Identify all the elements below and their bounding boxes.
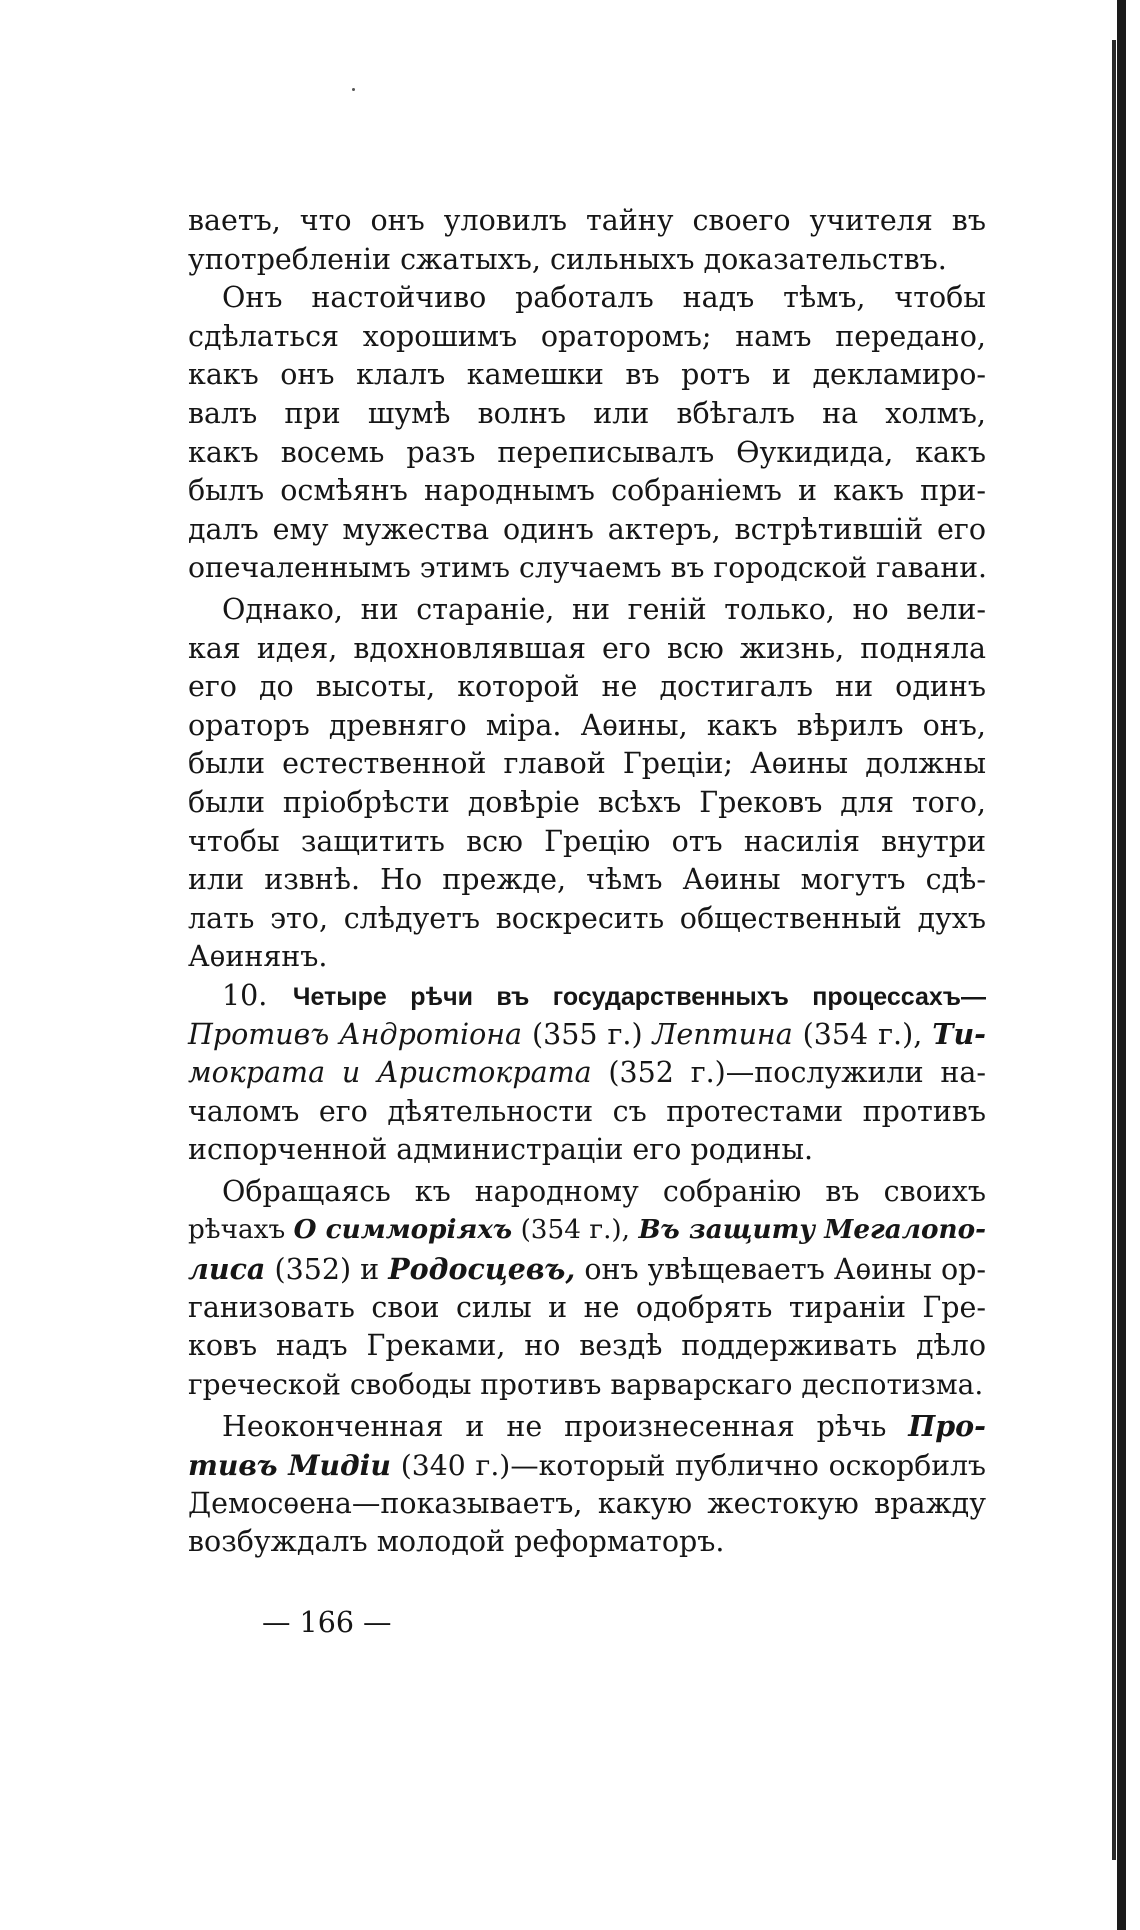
text-line <box>188 1015 986 1054</box>
text-fragment: (352 г.)—послужили на- <box>608 1056 987 1090</box>
speech-title: мократа и Аристократа <box>188 1056 592 1090</box>
section-title: Четыре рѣчи въ государственныхъ процессахъ— <box>292 982 987 1011</box>
section-heading <box>188 977 986 1016</box>
date: (355 г.) <box>532 1018 643 1052</box>
page-text <box>188 202 986 1562</box>
text-line: сдѣлаться хорошимъ ораторомъ; намъ передано, <box>188 319 986 353</box>
text-line: были естественной главой Греціи; Аѳины должны <box>188 747 986 781</box>
text-line: ганизовать свои силы и не одобрять тираніи Гре- <box>188 1290 986 1324</box>
text-line: далъ ему мужества одинъ актеръ, встрѣтившій его <box>188 512 986 546</box>
text-line: Однако, ни стараніе, ни геній только, но вели- <box>222 592 986 626</box>
speech-title: Ти- <box>932 1017 987 1052</box>
text-fragment: Неоконченная и не произнесенная рѣчь <box>222 1410 887 1444</box>
text-line: чтобы защитить всю Грецію отъ насилія внутри <box>188 824 986 858</box>
date: (354 г.), <box>802 1018 923 1052</box>
text-line: Аѳинянъ. <box>188 940 328 974</box>
text-line: какъ онъ клалъ камешки въ ротъ и декламиро- <box>188 358 986 392</box>
text-line: былъ осмѣянъ народнымъ собраніемъ и какъ при- <box>188 474 986 508</box>
text-line: лать это, слѣдуетъ воскресить общественный духъ <box>188 901 986 935</box>
text-line: какъ восемь разъ переписывалъ Ѳукидида, какъ <box>188 435 986 469</box>
text-line: его до высоты, которой не достигалъ ни одинъ <box>188 670 986 704</box>
speech-title: Въ защиту Мегалопо- <box>638 1214 986 1246</box>
page-number: — 166 — <box>262 1606 392 1639</box>
text-fragment: онъ увѣщеваетъ Аѳины ор- <box>584 1253 986 1287</box>
text-line <box>188 1211 986 1250</box>
speech-title: Лептина <box>652 1018 793 1052</box>
text-fragment: (352) и <box>274 1253 380 1287</box>
text-line: ораторъ древняго міра. Аѳины, какъ вѣрилъ онъ, <box>188 708 986 742</box>
speech-title: О симморіяхъ <box>293 1214 513 1246</box>
text-line: Демосѳена—показываетъ, какую жестокую вражду <box>188 1486 986 1520</box>
text-line <box>188 1054 986 1093</box>
text-line <box>188 1250 986 1289</box>
text-line: Обращаясь къ народному собранію въ своихъ <box>222 1174 986 1208</box>
speech-title: тивъ Мидіи <box>188 1448 391 1482</box>
date: (354 г.), <box>520 1215 631 1246</box>
text-line: возбуждалъ молодой реформаторъ. <box>188 1525 725 1559</box>
text-line <box>188 1407 986 1446</box>
speech-title: лиса <box>188 1252 266 1287</box>
text-line: ваетъ, что онъ уловилъ тайну своего учителя въ <box>188 204 986 237</box>
text-fragment: рѣчахъ <box>188 1215 286 1246</box>
text-line: валъ при шумѣ волнъ или вбѣгалъ на холмъ, <box>188 396 986 430</box>
speech-title: Родосцевъ, <box>388 1252 576 1287</box>
text-line: чаломъ его дѣятельности съ протестами противъ <box>188 1094 986 1128</box>
speech-title: Противъ Андротіона <box>188 1018 523 1052</box>
text-line: или извнѣ. Но прежде, чѣмъ Аѳины могутъ сдѣ- <box>188 863 986 897</box>
text-line: были пріобрѣсти довѣріе всѣхъ Грековъ для того, <box>188 785 986 819</box>
section-number: 10. <box>222 978 268 1012</box>
text-line: греческой свободы противъ варварскаго деспотизма. <box>188 1367 984 1401</box>
text-line: кая идея, вдохновлявшая его всю жизнь, подняла <box>188 631 986 665</box>
text-line <box>188 1446 986 1485</box>
text-line: ковъ надъ Греками, но вездѣ поддерживать дѣло <box>188 1329 986 1363</box>
page-edge-shadow <box>1117 0 1126 1930</box>
text-line: опечаленнымъ этимъ случаемъ въ городской гавани. <box>188 551 988 585</box>
text-line: Онъ настойчиво работалъ надъ тѣмъ, чтобы <box>222 281 986 315</box>
text-fragment: (340 г.)—который публично оскорбилъ <box>400 1449 986 1482</box>
text-line: испорченной администраціи его родины. <box>188 1133 814 1167</box>
text-line: употребленіи сжатыхъ, сильныхъ доказательствъ. <box>188 242 947 276</box>
ink-speck <box>352 88 355 91</box>
speech-title: Про- <box>908 1409 986 1444</box>
